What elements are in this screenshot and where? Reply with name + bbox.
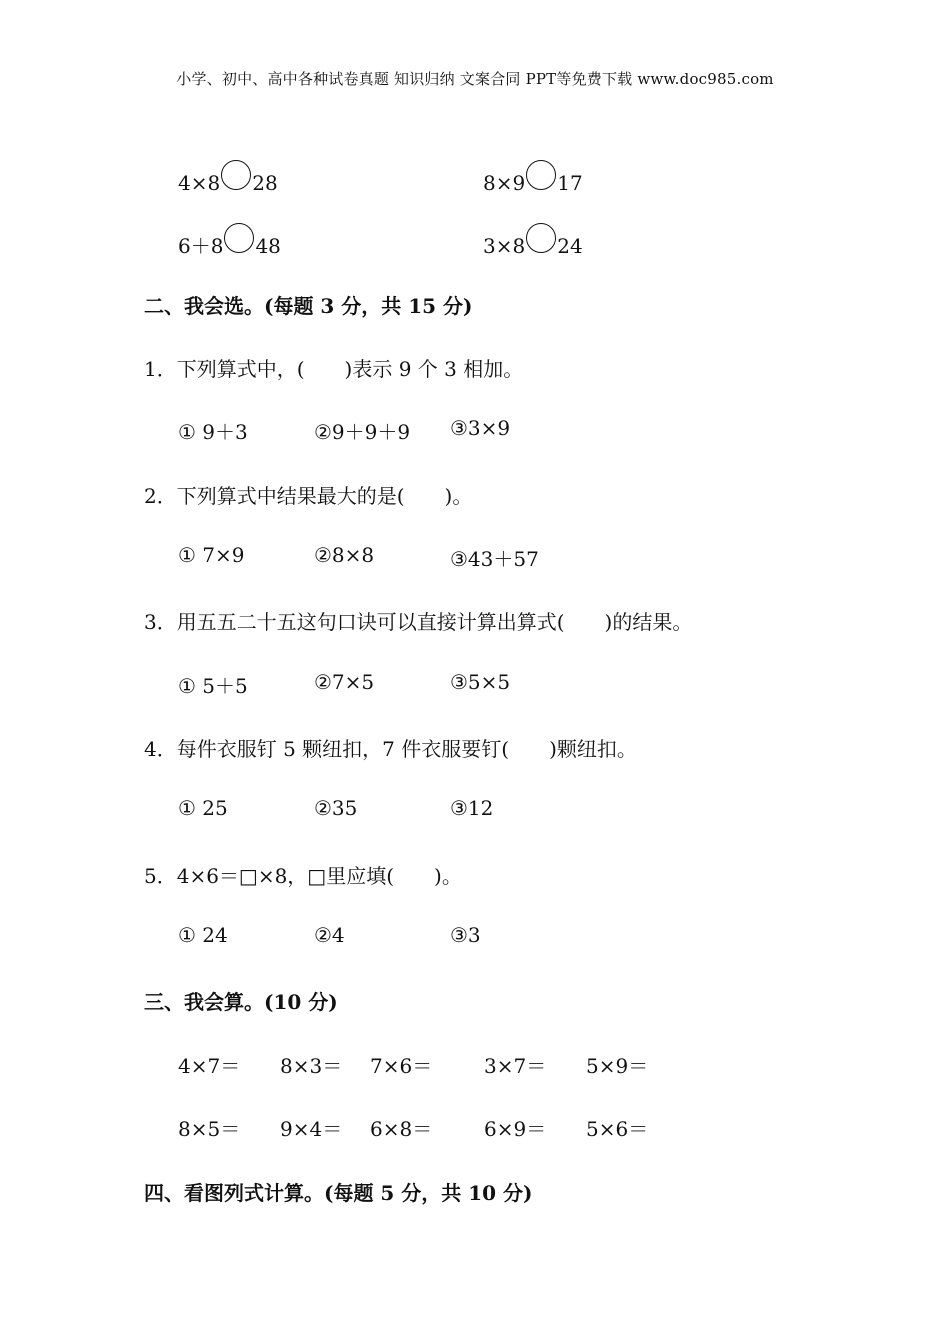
compare-circle[interactable] [224, 223, 254, 253]
compare-item-3 [178, 223, 281, 259]
option-2-1[interactable]: ① 7×9 [178, 543, 245, 567]
compare-circle[interactable] [221, 160, 251, 190]
compare-left: 4×8 [178, 171, 221, 195]
compare-circle[interactable] [526, 160, 556, 190]
compare-item-4 [483, 223, 583, 258]
section-4-title: 四、看图列式计算。(每题 5 分，共 10 分) [144, 1181, 533, 1205]
compare-item-1 [178, 160, 278, 195]
option-5-1[interactable]: ① 24 [178, 923, 228, 947]
question-1 [144, 353, 523, 382]
option-4-3[interactable]: ③12 [450, 796, 494, 820]
option-2-2[interactable]: ②8×8 [314, 543, 375, 567]
question-text-end: )表示 9 个 3 相加。 [344, 357, 524, 381]
compare-right: 28 [252, 171, 278, 195]
question-text-end: )的结果。 [604, 610, 693, 634]
compare-right: 48 [255, 234, 281, 258]
question-3 [144, 606, 692, 635]
option-1-3[interactable]: ③3×9 [450, 416, 511, 440]
question-text: 2．下列算式中结果最大的是( [144, 484, 405, 508]
page-header: 小学、初中、高中各种试卷真题 知识归纳 文案合同 PPT等免费下载 www.doc985.com [176, 70, 774, 88]
question-text-end: )。 [444, 484, 473, 508]
compare-left: 8×9 [483, 171, 526, 195]
option-3-2[interactable]: ②7×5 [314, 670, 375, 694]
compare-right: 17 [557, 171, 583, 195]
calc-item[interactable]: 5×9＝ [586, 1054, 649, 1078]
compare-item-2 [483, 160, 583, 195]
calc-item[interactable]: 7×6＝ [370, 1054, 433, 1078]
compare-left: 3×8 [483, 234, 526, 258]
calc-item[interactable]: 8×3＝ [280, 1054, 343, 1078]
option-4-2[interactable]: ②35 [314, 796, 358, 820]
calc-item[interactable]: 3×7＝ [484, 1054, 547, 1078]
calc-item[interactable]: 5×6＝ [586, 1117, 649, 1141]
question-text: 5．4×6＝□×8，□里应填( [144, 864, 395, 888]
compare-right: 24 [557, 234, 583, 258]
option-1-1[interactable]: ① 9＋3 [178, 420, 248, 444]
question-2 [144, 480, 472, 509]
option-2-3[interactable]: ③43＋57 [450, 547, 539, 571]
option-5-3[interactable]: ③3 [450, 923, 481, 947]
question-text-end: )颗纽扣。 [549, 737, 637, 761]
question-text-end: )。 [434, 864, 462, 888]
calc-item[interactable]: 4×7＝ [178, 1054, 241, 1078]
option-4-1[interactable]: ① 25 [178, 796, 228, 820]
option-3-1[interactable]: ① 5＋5 [178, 674, 248, 698]
option-5-2[interactable]: ②4 [314, 923, 345, 947]
question-text: 3．用五五二十五这句口诀可以直接计算出算式( [144, 610, 565, 634]
compare-circle[interactable] [526, 223, 556, 253]
question-text: 1．下列算式中，( [144, 357, 305, 381]
option-1-2[interactable]: ②9＋9＋9 [314, 420, 411, 444]
section-2-title: 二、我会选。(每题 3 分，共 15 分) [144, 294, 473, 318]
calc-item[interactable]: 6×9＝ [484, 1117, 547, 1141]
calc-item[interactable]: 8×5＝ [178, 1117, 241, 1141]
question-4 [144, 733, 637, 762]
section-3-title: 三、我会算。(10 分) [144, 990, 338, 1014]
question-text: 4．每件衣服钉 5 颗纽扣，7 件衣服要钉( [144, 737, 510, 761]
option-3-3[interactable]: ③5×5 [450, 670, 511, 694]
compare-left: 6＋8 [178, 234, 224, 258]
question-5 [144, 860, 462, 889]
calc-item[interactable]: 9×4＝ [280, 1117, 343, 1141]
calc-item[interactable]: 6×8＝ [370, 1117, 433, 1141]
